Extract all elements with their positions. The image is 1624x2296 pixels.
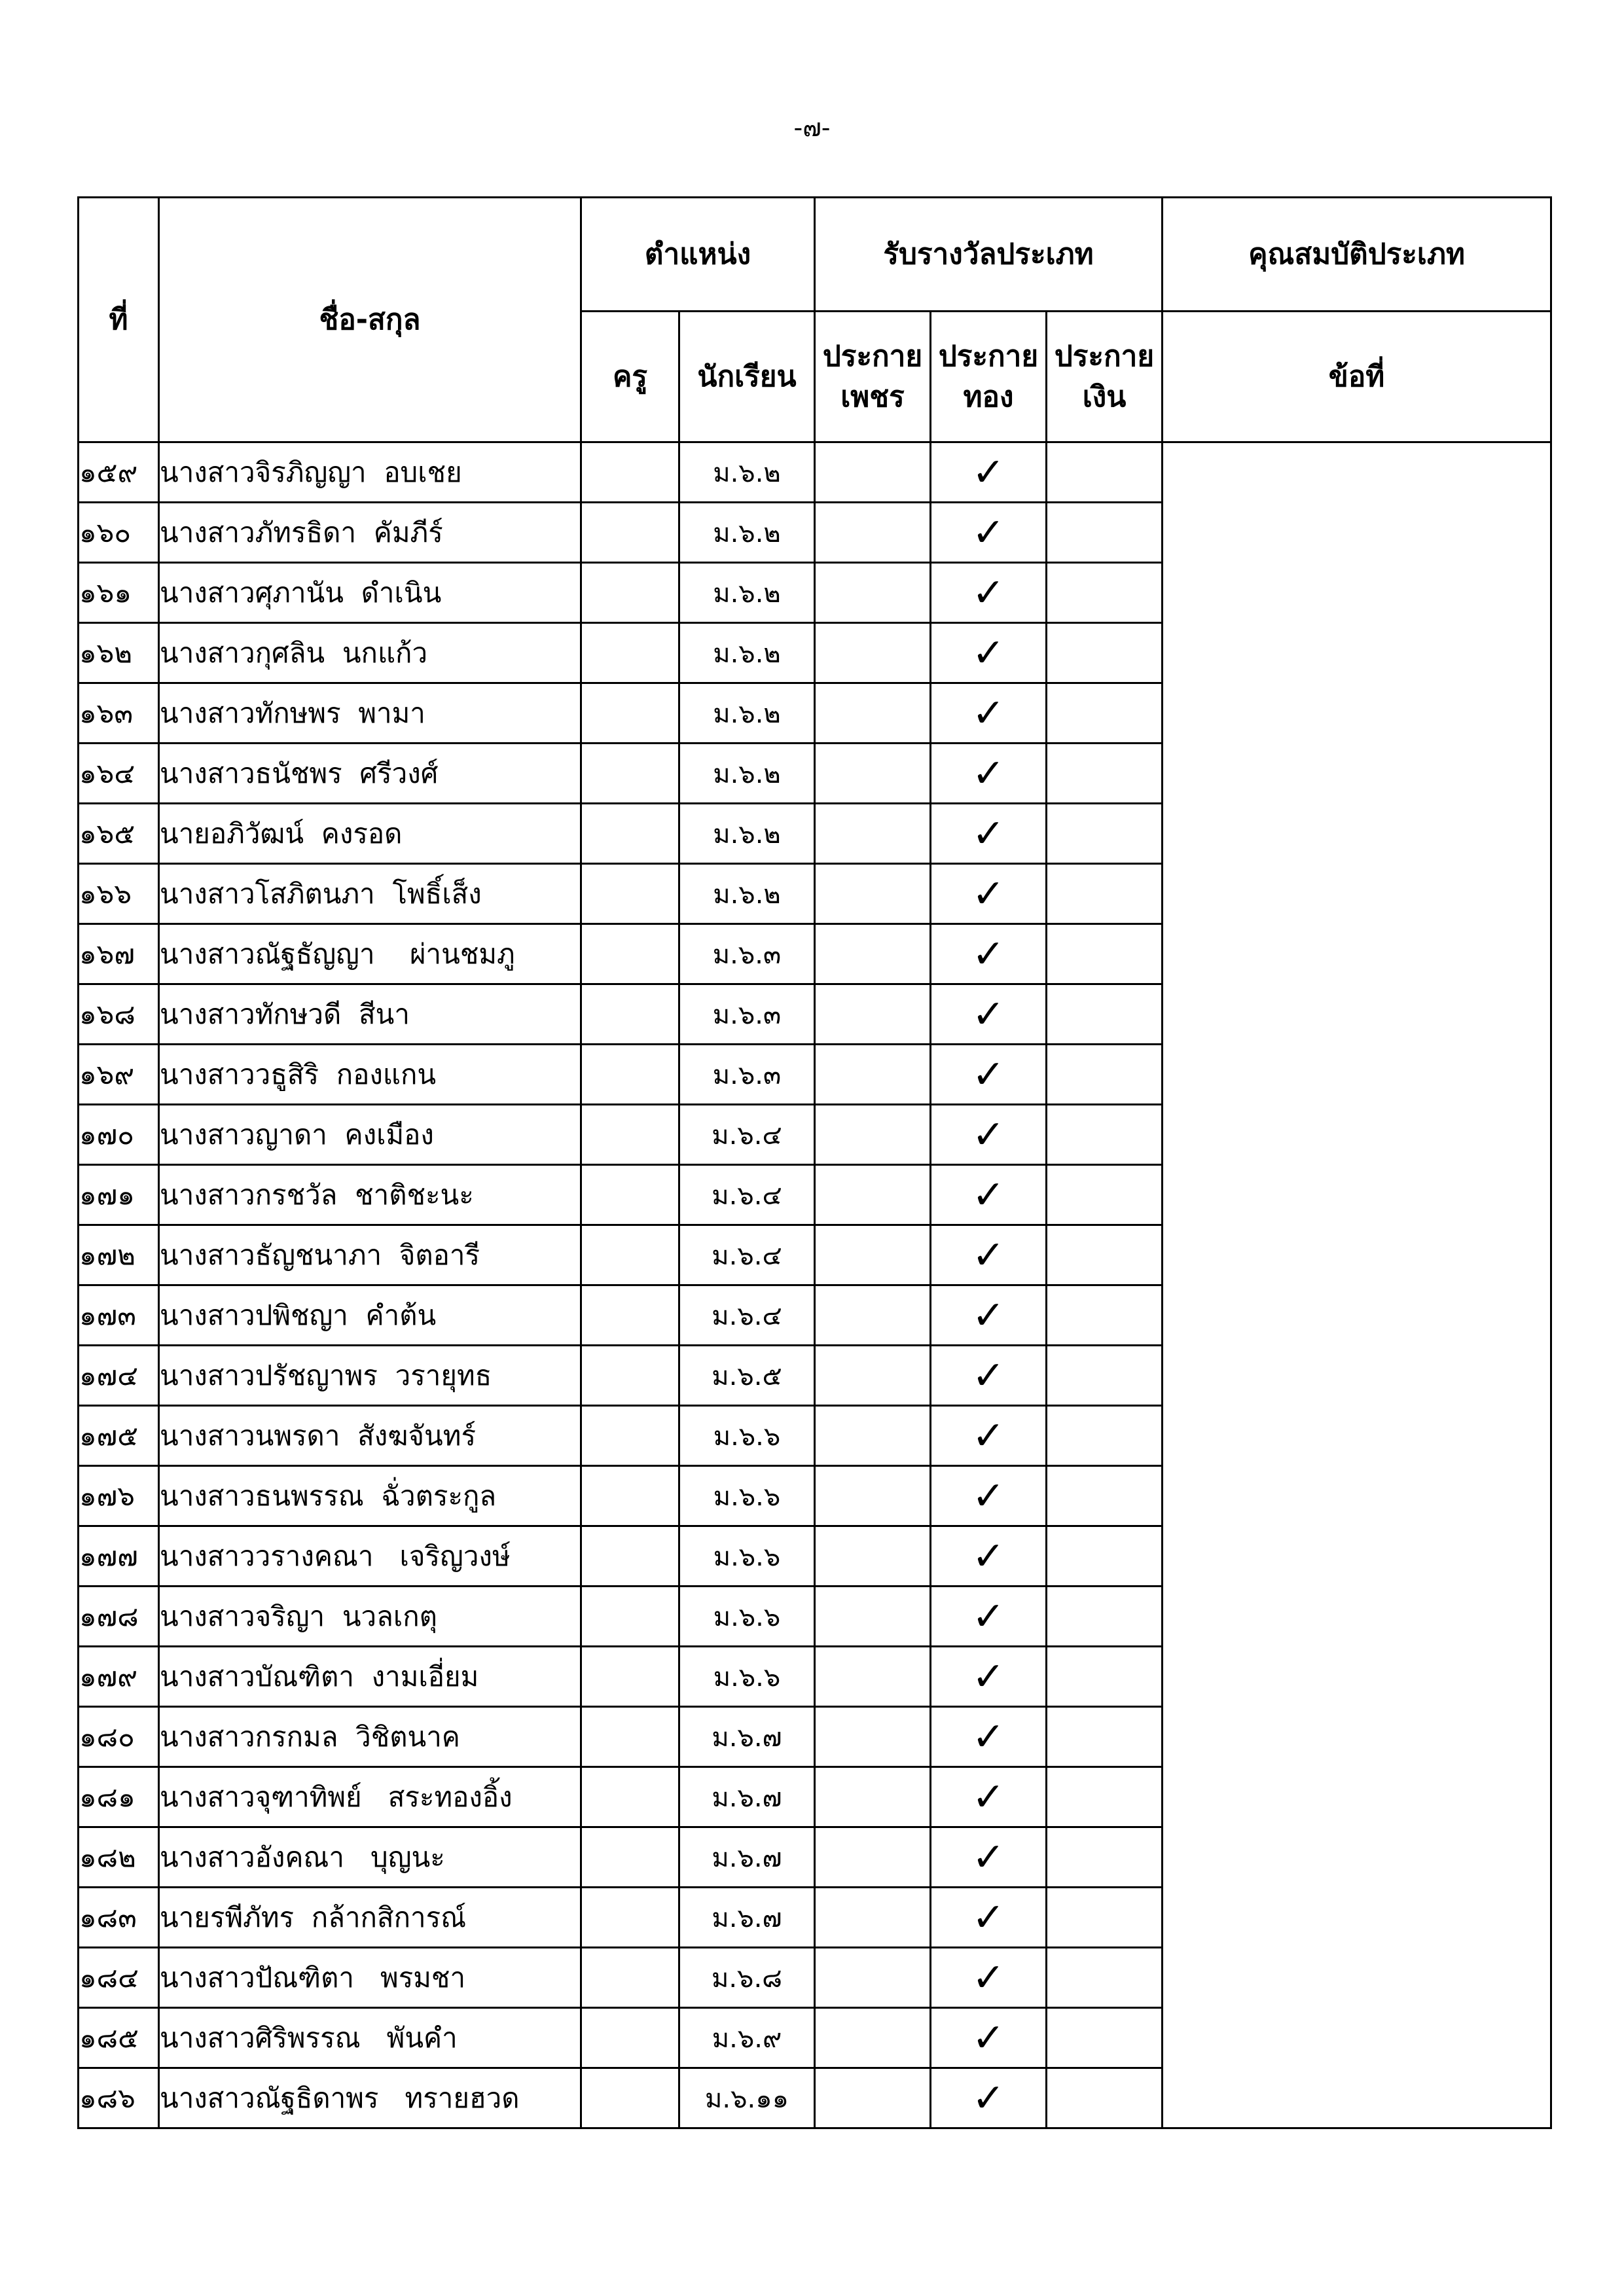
table-row: [79, 442, 1551, 503]
student-name: นางสาวณัฐธัญญา ผ่านชมภู: [159, 924, 581, 984]
teacher-cell: [581, 744, 679, 804]
diamond-cell: [815, 1466, 931, 1526]
header-student: นักเรียน: [679, 312, 815, 442]
teacher-cell: [581, 2068, 679, 2128]
teacher-cell: [581, 1707, 679, 1767]
teacher-cell: [581, 924, 679, 984]
row-number: ๑๗๒: [79, 1225, 159, 1285]
diamond-cell: [815, 1587, 931, 1647]
student-name: นางสาวปัณฑิตา พรมชา: [159, 1948, 581, 2008]
diamond-cell: [815, 984, 931, 1045]
diamond-cell: [815, 623, 931, 683]
student-name: นางสาววรางคณา เจริญวงษ์: [159, 1526, 581, 1587]
silver-cell: [1047, 442, 1163, 503]
header-no: ที่: [79, 198, 159, 442]
diamond-cell: [815, 1225, 931, 1285]
student-name: นางสาวกุศลิน นกแก้ว: [159, 623, 581, 683]
row-number: ๑๘๒: [79, 1827, 159, 1888]
row-number: ๑๖๐: [79, 503, 159, 563]
gold-check-icon: ✓: [931, 1225, 1047, 1285]
silver-cell: [1047, 1225, 1163, 1285]
student-class: ม.๖.๗: [679, 1767, 815, 1827]
student-name: นางสาวจุฑาทิพย์ สระทองอิ้ง: [159, 1767, 581, 1827]
student-class: ม.๖.๗: [679, 1707, 815, 1767]
silver-cell: [1047, 804, 1163, 864]
student-class: ม.๖.๘: [679, 1948, 815, 2008]
silver-cell: [1047, 1827, 1163, 1888]
row-number: ๑๖๔: [79, 744, 159, 804]
row-number: ๑๖๒: [79, 623, 159, 683]
gold-check-icon: ✓: [931, 1888, 1047, 1948]
student-name: นางสาวจริญา นวลเกตุ: [159, 1587, 581, 1647]
diamond-cell: [815, 442, 931, 503]
teacher-cell: [581, 623, 679, 683]
diamond-cell: [815, 2068, 931, 2128]
row-number: ๑๖๑: [79, 563, 159, 623]
silver-cell: [1047, 1285, 1163, 1346]
header-qualification: คุณสมบัติประเภท: [1163, 198, 1551, 312]
diamond-cell: [815, 1526, 931, 1587]
diamond-cell: [815, 1285, 931, 1346]
student-name: นางสาวธนพรรณ ฉั่วตระกูล: [159, 1466, 581, 1526]
student-class: ม.๖.๗: [679, 1888, 815, 1948]
silver-cell: [1047, 2068, 1163, 2128]
silver-cell: [1047, 1165, 1163, 1225]
teacher-cell: [581, 1888, 679, 1948]
teacher-cell: [581, 503, 679, 563]
gold-check-icon: ✓: [931, 683, 1047, 744]
student-class: ม.๖.๒: [679, 804, 815, 864]
silver-cell: [1047, 1767, 1163, 1827]
diamond-cell: [815, 1767, 931, 1827]
header-diamond-line1: ประกาย: [822, 339, 923, 373]
student-class: ม.๖.๑๑: [679, 2068, 815, 2128]
row-number: ๑๗๑: [79, 1165, 159, 1225]
student-class: ม.๖.๔: [679, 1285, 815, 1346]
diamond-cell: [815, 1827, 931, 1888]
row-number: ๑๗๖: [79, 1466, 159, 1526]
diamond-cell: [815, 1707, 931, 1767]
student-name: นางสาวธัญชนาภา จิตอารี: [159, 1225, 581, 1285]
gold-check-icon: ✓: [931, 1587, 1047, 1647]
header-award-type: รับรางวัลประเภท: [815, 198, 1163, 312]
gold-check-icon: ✓: [931, 804, 1047, 864]
student-class: ม.๖.๖: [679, 1466, 815, 1526]
diamond-cell: [815, 563, 931, 623]
teacher-cell: [581, 1948, 679, 2008]
student-name: นางสาวภัทรธิดา คัมภีร์: [159, 503, 581, 563]
row-number: ๑๗๘: [79, 1587, 159, 1647]
teacher-cell: [581, 1466, 679, 1526]
gold-check-icon: ✓: [931, 563, 1047, 623]
student-name: นางสาวทักษวดี สีนา: [159, 984, 581, 1045]
silver-cell: [1047, 1406, 1163, 1466]
diamond-cell: [815, 804, 931, 864]
header-diamond-line2: เพชร: [840, 380, 905, 414]
gold-check-icon: ✓: [931, 2068, 1047, 2128]
diamond-cell: [815, 2008, 931, 2068]
row-number: ๑๗๕: [79, 1406, 159, 1466]
row-number: ๑๗๓: [79, 1285, 159, 1346]
header-diamond: [815, 312, 931, 442]
row-number: ๑๖๘: [79, 984, 159, 1045]
silver-cell: [1047, 1346, 1163, 1406]
teacher-cell: [581, 1587, 679, 1647]
student-name: นายรพีภัทร กล้ากสิการณ์: [159, 1888, 581, 1948]
header-position: ตำแหน่ง: [581, 198, 815, 312]
diamond-cell: [815, 683, 931, 744]
teacher-cell: [581, 2008, 679, 2068]
row-number: ๑๘๑: [79, 1767, 159, 1827]
diamond-cell: [815, 1647, 931, 1707]
gold-check-icon: ✓: [931, 984, 1047, 1045]
silver-cell: [1047, 1888, 1163, 1948]
student-class: ม.๖.๗: [679, 1827, 815, 1888]
gold-check-icon: ✓: [931, 1827, 1047, 1888]
silver-cell: [1047, 924, 1163, 984]
student-name: นางสาวโสภิตนภา โพธิ์เส็ง: [159, 864, 581, 924]
student-name: นางสาวธนัชพร ศรีวงศ์: [159, 744, 581, 804]
student-class: ม.๖.๒: [679, 442, 815, 503]
gold-check-icon: ✓: [931, 2008, 1047, 2068]
gold-check-icon: ✓: [931, 864, 1047, 924]
student-name: นางสาวอังคณา บุญนะ: [159, 1827, 581, 1888]
teacher-cell: [581, 1285, 679, 1346]
row-number: ๑๖๙: [79, 1045, 159, 1105]
gold-check-icon: ✓: [931, 924, 1047, 984]
page-number: -๗-: [793, 113, 831, 142]
silver-cell: [1047, 1105, 1163, 1165]
header-silver-line1: ประกาย: [1054, 339, 1155, 373]
diamond-cell: [815, 924, 931, 984]
row-number: ๑๕๙: [79, 442, 159, 503]
teacher-cell: [581, 864, 679, 924]
student-class: ม.๖.๖: [679, 1526, 815, 1587]
student-class: ม.๖.๔: [679, 1225, 815, 1285]
diamond-cell: [815, 744, 931, 804]
header-teacher: ครู: [581, 312, 679, 442]
teacher-cell: [581, 1045, 679, 1105]
student-class: ม.๖.๒: [679, 864, 815, 924]
student-class: ม.๖.๓: [679, 984, 815, 1045]
silver-cell: [1047, 1647, 1163, 1707]
silver-cell: [1047, 1526, 1163, 1587]
row-number: ๑๖๕: [79, 804, 159, 864]
header-gold-line1: ประกาย: [938, 339, 1039, 373]
silver-cell: [1047, 1587, 1163, 1647]
student-class: ม.๖.๒: [679, 683, 815, 744]
student-name: นางสาวกรกมล วิชิตนาค: [159, 1707, 581, 1767]
teacher-cell: [581, 1406, 679, 1466]
row-number: ๑๘๖: [79, 2068, 159, 2128]
silver-cell: [1047, 744, 1163, 804]
student-name: นางสาวศุภานัน ดำเนิน: [159, 563, 581, 623]
student-name: นางสาวณัฐธิดาพร ทรายฮวด: [159, 2068, 581, 2128]
teacher-cell: [581, 683, 679, 744]
student-name: นายอภิวัฒน์ คงรอด: [159, 804, 581, 864]
gold-check-icon: ✓: [931, 1466, 1047, 1526]
header-silver-line2: เงิน: [1082, 380, 1127, 414]
student-class: ม.๖.๓: [679, 924, 815, 984]
gold-check-icon: ✓: [931, 1767, 1047, 1827]
diamond-cell: [815, 1045, 931, 1105]
gold-check-icon: ✓: [931, 623, 1047, 683]
student-name: นางสาวจิรภิญญา อบเชย: [159, 442, 581, 503]
diamond-cell: [815, 864, 931, 924]
diamond-cell: [815, 1948, 931, 2008]
diamond-cell: [815, 1165, 931, 1225]
silver-cell: [1047, 1466, 1163, 1526]
teacher-cell: [581, 1225, 679, 1285]
silver-cell: [1047, 623, 1163, 683]
header-item: ข้อที่: [1163, 312, 1551, 442]
row-number: ๑๖๓: [79, 683, 159, 744]
gold-check-icon: ✓: [931, 503, 1047, 563]
row-number: ๑๘๔: [79, 1948, 159, 2008]
silver-cell: [1047, 1948, 1163, 2008]
header-gold-line2: ทอง: [963, 380, 1014, 414]
gold-check-icon: ✓: [931, 442, 1047, 503]
row-number: ๑๗๗: [79, 1526, 159, 1587]
teacher-cell: [581, 1526, 679, 1587]
row-number: ๑๗๔: [79, 1346, 159, 1406]
qualification-item-cell: [1163, 442, 1551, 2128]
gold-check-icon: ✓: [931, 1346, 1047, 1406]
gold-check-icon: ✓: [931, 1647, 1047, 1707]
teacher-cell: [581, 1647, 679, 1707]
student-class: ม.๖.๒: [679, 623, 815, 683]
teacher-cell: [581, 1827, 679, 1888]
teacher-cell: [581, 1105, 679, 1165]
student-class: ม.๖.๕: [679, 1346, 815, 1406]
teacher-cell: [581, 1165, 679, 1225]
silver-cell: [1047, 2008, 1163, 2068]
gold-check-icon: ✓: [931, 1285, 1047, 1346]
teacher-cell: [581, 563, 679, 623]
header-gold: [931, 312, 1047, 442]
student-name: นางสาวปรัชญาพร วรายุทธ: [159, 1346, 581, 1406]
silver-cell: [1047, 864, 1163, 924]
teacher-cell: [581, 1346, 679, 1406]
silver-cell: [1047, 1045, 1163, 1105]
silver-cell: [1047, 503, 1163, 563]
teacher-cell: [581, 984, 679, 1045]
student-name: นางสาวทักษพร พามา: [159, 683, 581, 744]
diamond-cell: [815, 1105, 931, 1165]
student-class: ม.๖.๔: [679, 1105, 815, 1165]
gold-check-icon: ✓: [931, 1526, 1047, 1587]
row-number: ๑๘๓: [79, 1888, 159, 1948]
diamond-cell: [815, 1346, 931, 1406]
student-class: ม.๖.๓: [679, 1045, 815, 1105]
gold-check-icon: ✓: [931, 1406, 1047, 1466]
student-class: ม.๖.๖: [679, 1587, 815, 1647]
student-class: ม.๖.๒: [679, 563, 815, 623]
row-number: ๑๗๙: [79, 1647, 159, 1707]
student-name: นางสาวกรชวัล ชาติชะนะ: [159, 1165, 581, 1225]
teacher-cell: [581, 1767, 679, 1827]
student-name: นางสาวญาดา คงเมือง: [159, 1105, 581, 1165]
row-number: ๑๘๕: [79, 2008, 159, 2068]
row-number: ๑๖๗: [79, 924, 159, 984]
student-class: ม.๖.๖: [679, 1647, 815, 1707]
student-name: นางสาวนพรดา สังฆจันทร์: [159, 1406, 581, 1466]
header-silver: [1047, 312, 1163, 442]
gold-check-icon: ✓: [931, 1165, 1047, 1225]
student-name: นางสาววธูสิริ กองแกน: [159, 1045, 581, 1105]
row-number: ๑๗๐: [79, 1105, 159, 1165]
student-name: นางสาวบัณฑิตา งามเอี่ยม: [159, 1647, 581, 1707]
diamond-cell: [815, 1888, 931, 1948]
header-name: ชื่อ-สกุล: [159, 198, 581, 442]
silver-cell: [1047, 984, 1163, 1045]
silver-cell: [1047, 1707, 1163, 1767]
teacher-cell: [581, 442, 679, 503]
gold-check-icon: ✓: [931, 1707, 1047, 1767]
student-name: นางสาวศิริพรรณ พันคำ: [159, 2008, 581, 2068]
student-class: ม.๖.๙: [679, 2008, 815, 2068]
diamond-cell: [815, 503, 931, 563]
silver-cell: [1047, 563, 1163, 623]
student-class: ม.๖.๖: [679, 1406, 815, 1466]
student-class: ม.๖.๒: [679, 503, 815, 563]
gold-check-icon: ✓: [931, 1948, 1047, 2008]
gold-check-icon: ✓: [931, 744, 1047, 804]
teacher-cell: [581, 804, 679, 864]
row-number: ๑๘๐: [79, 1707, 159, 1767]
table-body: [79, 442, 1551, 2128]
diamond-cell: [815, 1406, 931, 1466]
award-table: [77, 196, 1552, 2129]
gold-check-icon: ✓: [931, 1045, 1047, 1105]
row-number: ๑๖๖: [79, 864, 159, 924]
silver-cell: [1047, 683, 1163, 744]
gold-check-icon: ✓: [931, 1105, 1047, 1165]
student-class: ม.๖.๒: [679, 744, 815, 804]
student-name: นางสาวปพิชญา คำต้น: [159, 1285, 581, 1346]
student-class: ม.๖.๔: [679, 1165, 815, 1225]
